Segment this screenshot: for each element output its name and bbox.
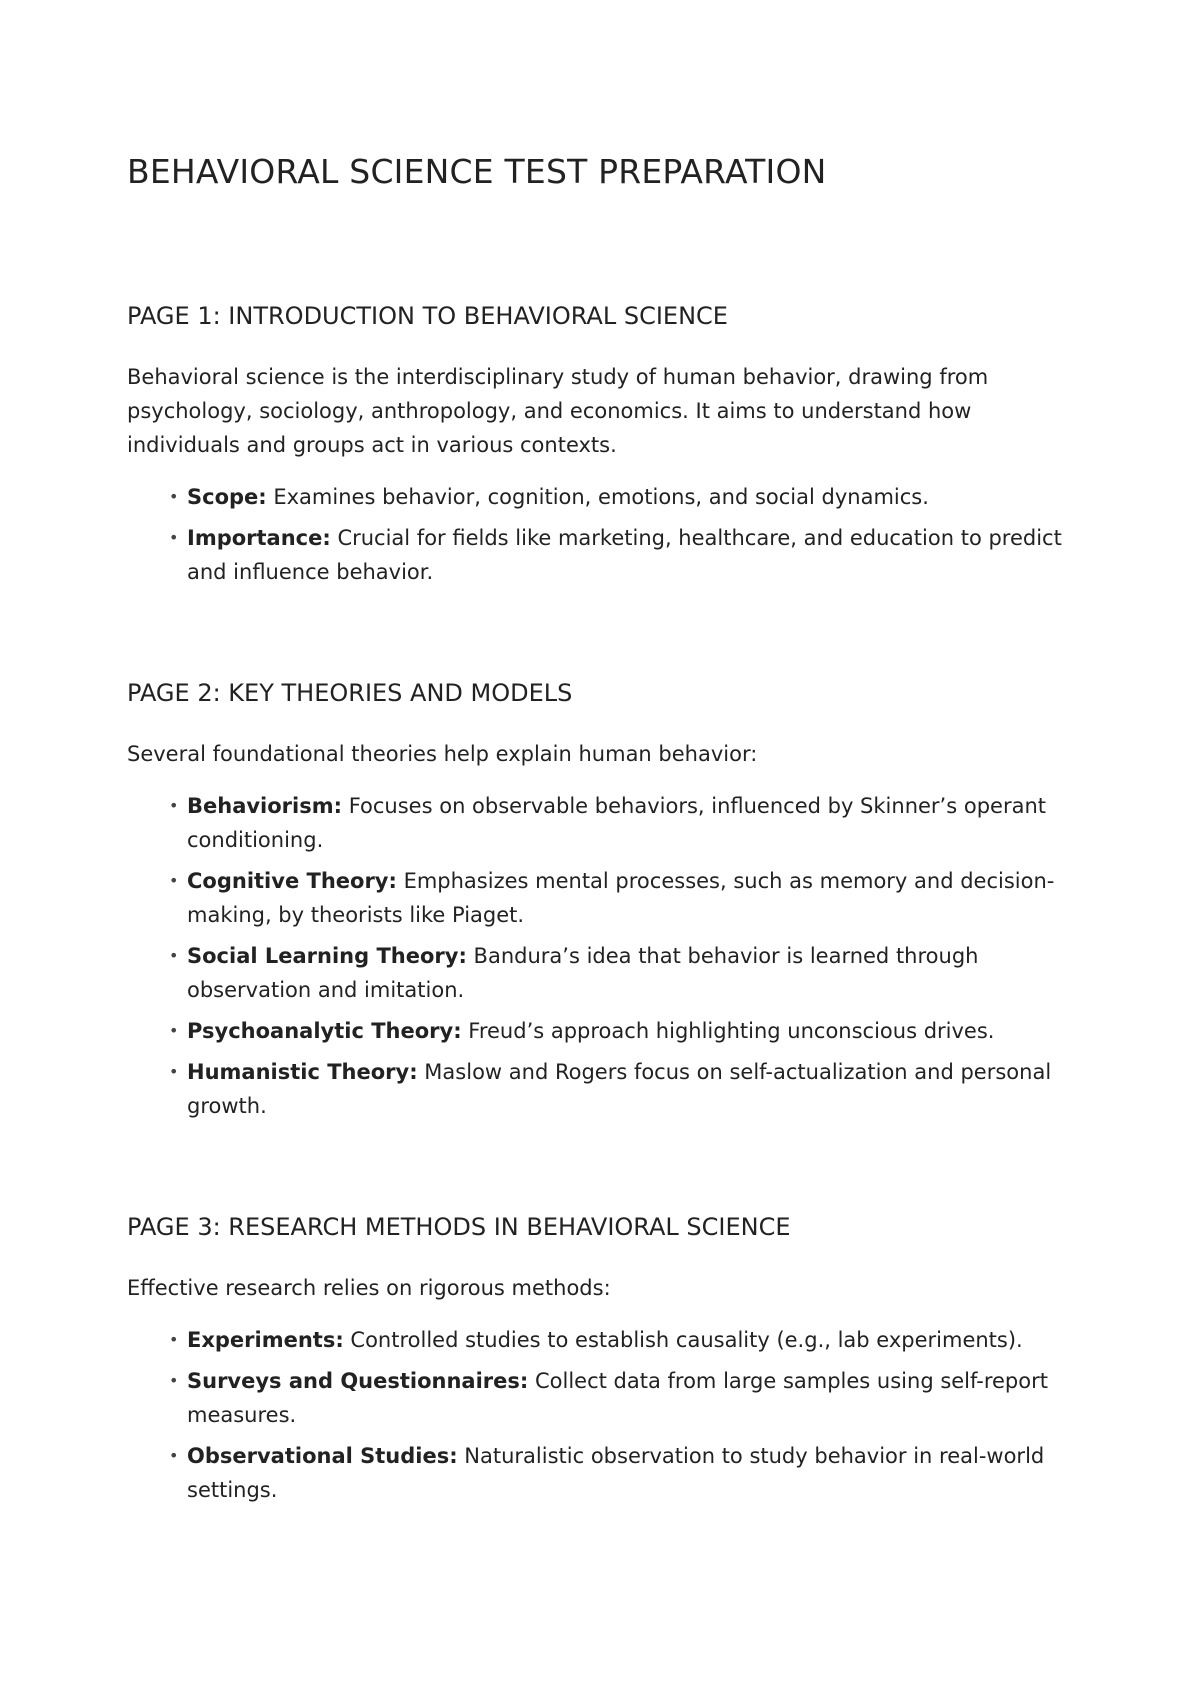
bullet-term: Humanistic Theory: bbox=[187, 1060, 418, 1084]
bullet-term: Experiments: bbox=[187, 1328, 344, 1352]
list-item bbox=[169, 521, 1080, 589]
bullet-text: Naturalistic observation to study behavior in real-world settings. bbox=[187, 1444, 1045, 1502]
bullet-term: Scope: bbox=[187, 485, 267, 509]
bullet-term: Psychoanalytic Theory: bbox=[187, 1019, 462, 1043]
bullet-text: Focuses on observable behaviors, influenced by Skinner’s operant conditioning. bbox=[187, 794, 1046, 852]
list-item bbox=[169, 789, 1080, 857]
bullet-term: Cognitive Theory: bbox=[187, 869, 397, 893]
section-heading: PAGE 2: KEY THEORIES AND MODELS bbox=[127, 679, 573, 707]
list-item bbox=[169, 1055, 1080, 1123]
list-item bbox=[169, 1364, 1080, 1432]
list-item bbox=[169, 1323, 1080, 1357]
bullet-term: Behaviorism: bbox=[187, 794, 343, 818]
list-item bbox=[169, 939, 1080, 1007]
bullet-text: Freud’s approach highlighting unconscious drives. bbox=[461, 1019, 995, 1043]
bullet-list bbox=[127, 480, 1080, 589]
bullet-text: Maslow and Rogers focus on self-actualization and personal growth. bbox=[187, 1060, 1052, 1118]
list-item bbox=[169, 1439, 1080, 1507]
section-intro: Behavioral science is the interdisciplinary study of human behavior, drawing from psychology, sociology, anthropology, and economics. It aims to understand how individuals and groups act in various contexts. bbox=[127, 365, 989, 457]
section-key-theories bbox=[127, 675, 1080, 1123]
bullet-term: Importance: bbox=[187, 526, 331, 550]
section-intro: Effective research relies on rigorous methods: bbox=[127, 1276, 611, 1300]
bullet-text: Controlled studies to establish causality (e.g., lab experiments). bbox=[343, 1328, 1023, 1352]
bullet-list bbox=[127, 789, 1080, 1123]
bullet-list bbox=[127, 1323, 1080, 1507]
section-research-methods bbox=[127, 1209, 1080, 1507]
bullet-text: Emphasizes mental processes, such as memory and decision-making, by theorists like Piaget. bbox=[187, 869, 1055, 927]
section-introduction bbox=[127, 298, 1080, 589]
list-item bbox=[169, 480, 1080, 514]
list-item bbox=[169, 1014, 1080, 1048]
bullet-text: Crucial for fields like marketing, healthcare, and education to predict and influence behavior. bbox=[187, 526, 1062, 584]
bullet-text: Collect data from large samples using self-report measures. bbox=[187, 1369, 1048, 1427]
bullet-term: Observational Studies: bbox=[187, 1444, 458, 1468]
bullet-text: Examines behavior, cognition, emotions, and social dynamics. bbox=[266, 485, 929, 509]
bullet-term: Surveys and Questionnaires: bbox=[187, 1369, 529, 1393]
section-heading: PAGE 3: RESEARCH METHODS IN BEHAVIORAL SCIENCE bbox=[127, 1213, 791, 1241]
bullet-text: Bandura’s idea that behavior is learned through observation and imitation. bbox=[187, 944, 979, 1002]
section-intro: Several foundational theories help explain human behavior: bbox=[127, 742, 758, 766]
list-item bbox=[169, 864, 1080, 932]
document-title: BEHAVIORAL SCIENCE TEST PREPARATION bbox=[127, 152, 827, 191]
section-heading: PAGE 1: INTRODUCTION TO BEHAVIORAL SCIENCE bbox=[127, 302, 728, 330]
bullet-term: Social Learning Theory: bbox=[187, 944, 467, 968]
